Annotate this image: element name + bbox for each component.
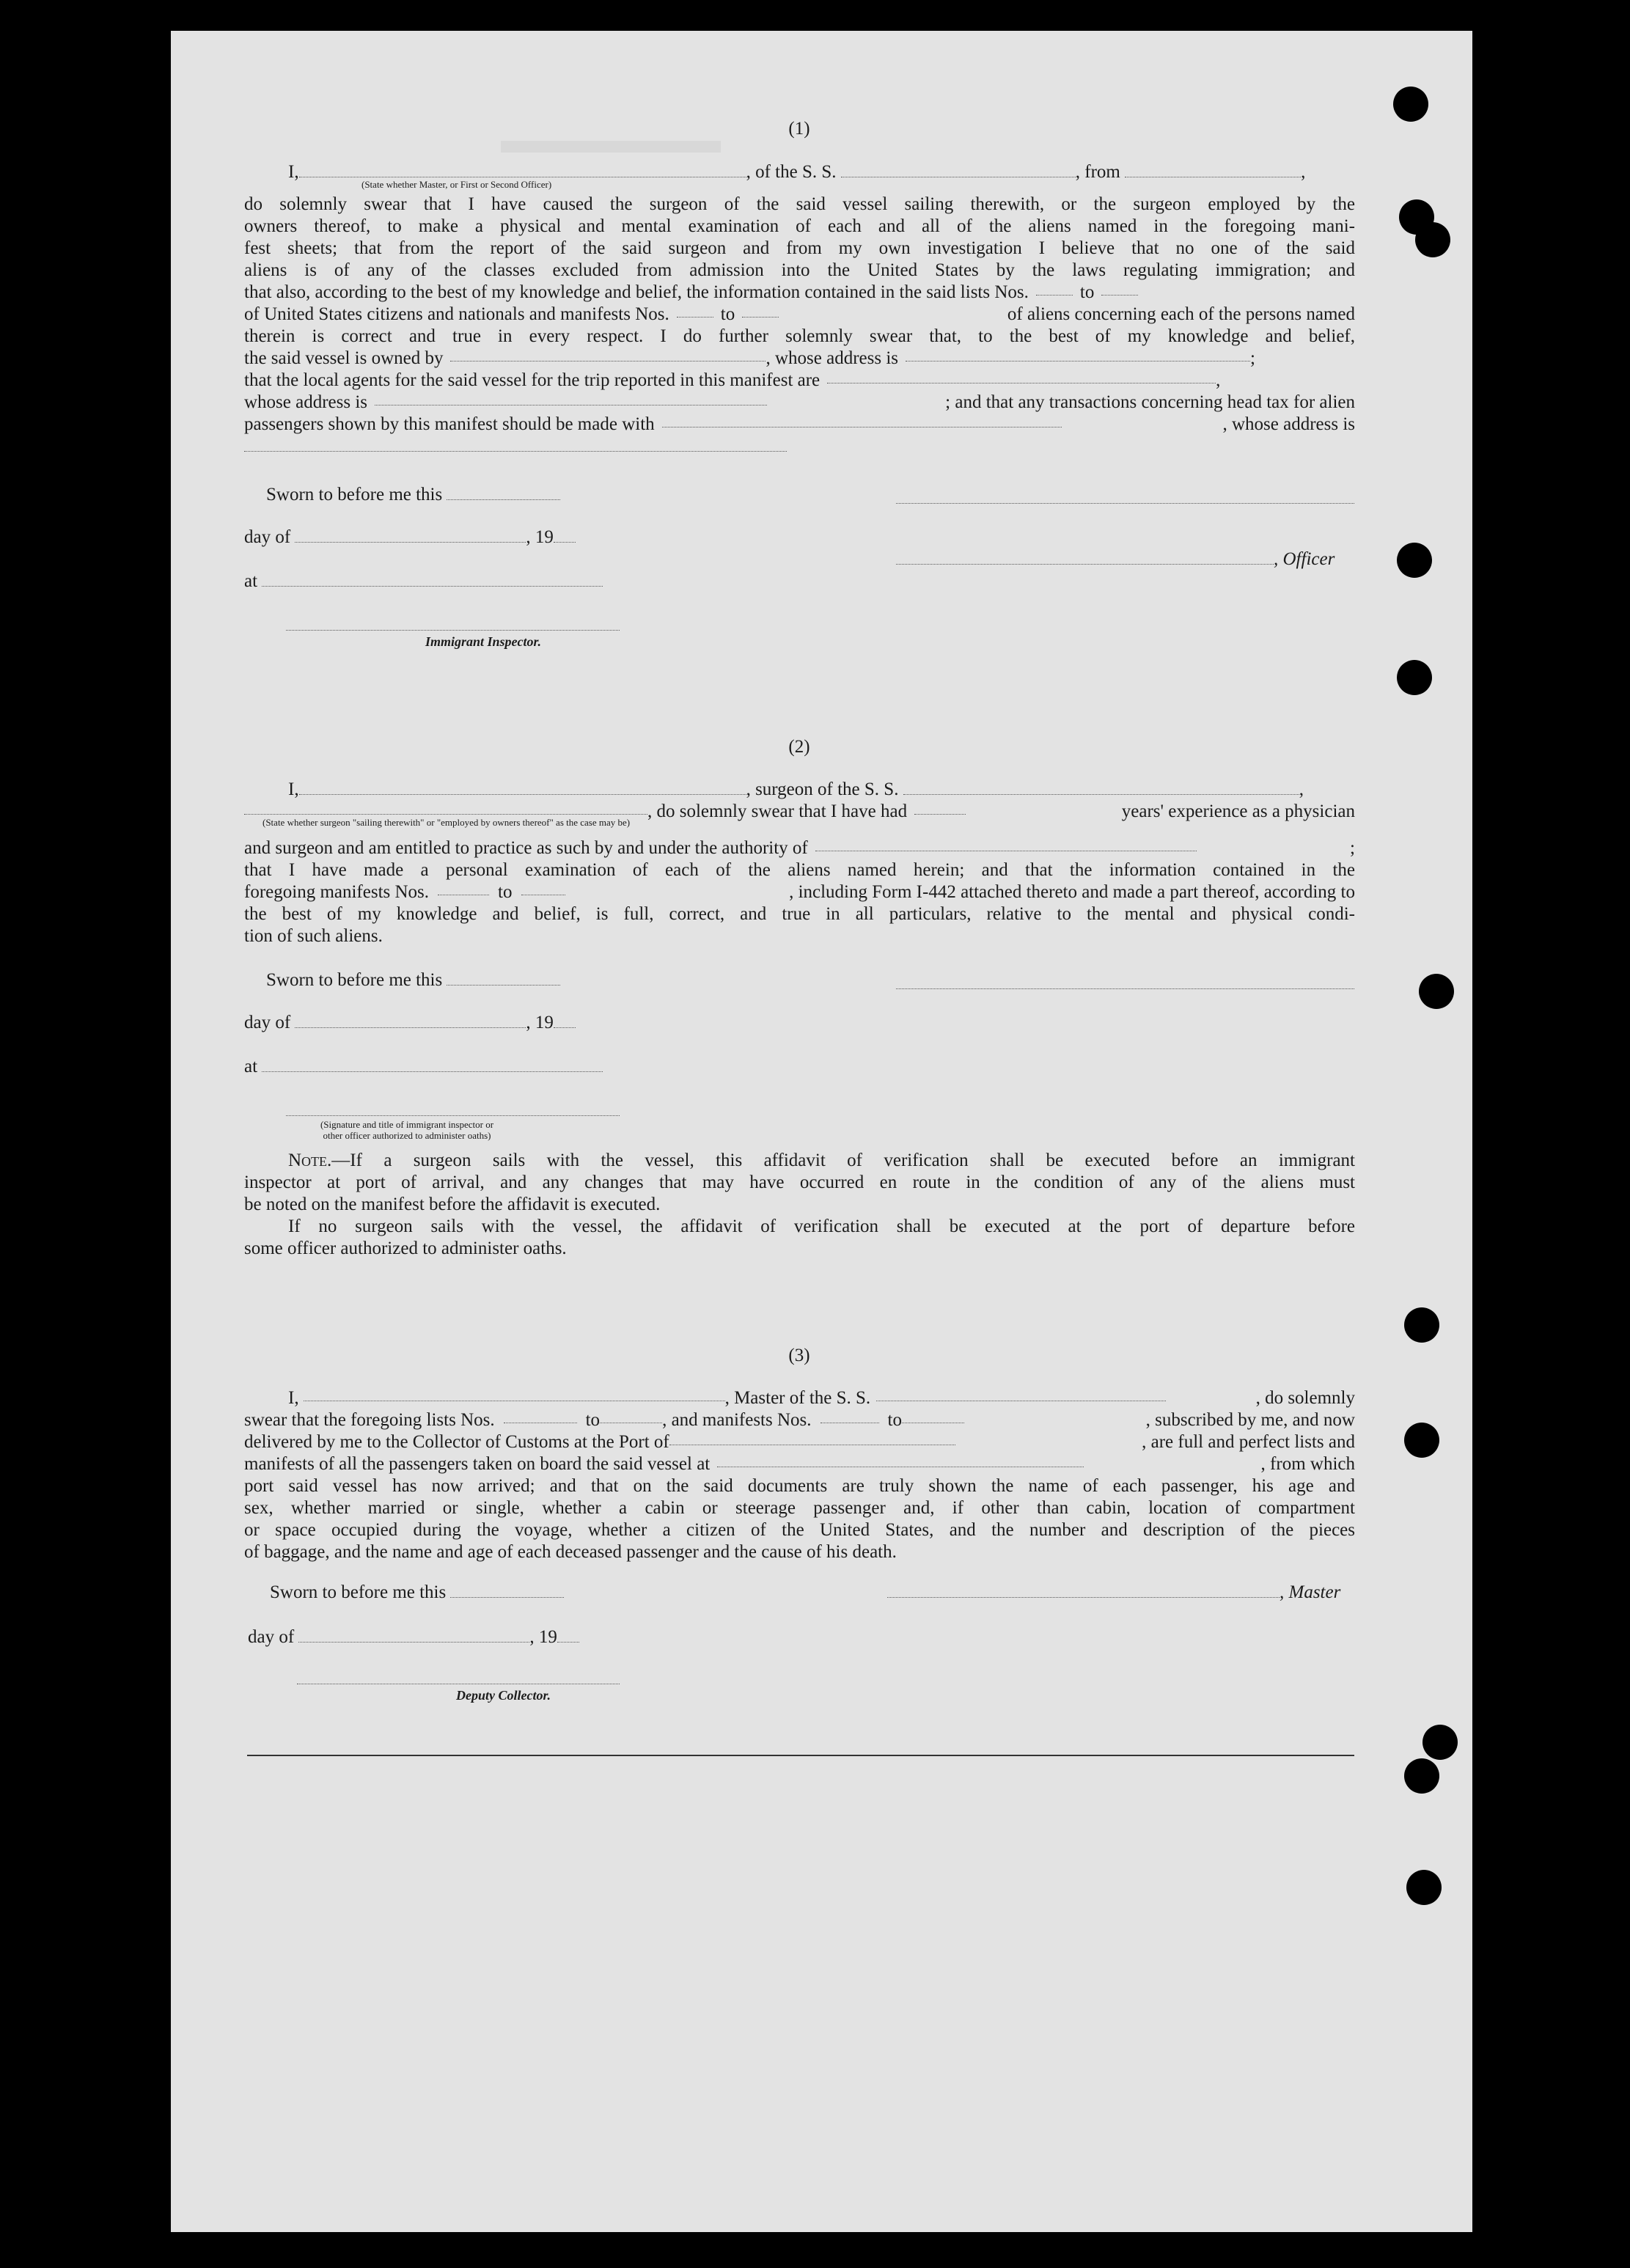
sworn-day-field-1[interactable]: [447, 486, 560, 500]
immigrant-inspector-caption: Immigrant Inspector.: [425, 634, 542, 649]
surgeon-status-field[interactable]: [244, 801, 647, 815]
at-label-2: at: [244, 1056, 603, 1078]
section-2-number: (2): [788, 737, 810, 757]
years-field[interactable]: [914, 801, 966, 815]
surgeon-caption: (State whether surgeon "sailing therewith" or "employed by owners thereof" as the case may be): [263, 817, 631, 828]
manifests-from-field[interactable]: [677, 304, 713, 318]
officer-rank-field[interactable]: [299, 164, 746, 177]
section-2-oath: I, , surgeon of the S. S. , , do solemnly swear that I have had years' experience as a physician (State whether surgeon "sailing therewith" or "employed by owners thereof" as the case may be) and surgeon and am entitled to practice as such by and under the authority of ; that I have made a personal examination of each of the aliens named herein; and that the information contained in the foregoing manifests Nos. to , including Form I-442 attached thereto and made a part thereof, according to the best of my knowledge and belief, is full, correct, and true in all particulars, relative to the mental and physical condi- tion of such aliens.: [244, 779, 1355, 946]
manifests-to-field[interactable]: [742, 304, 779, 318]
master-lists-to-field[interactable]: [600, 1409, 662, 1423]
head-tax-address-field[interactable]: [244, 438, 787, 452]
sworn-label-2: Sworn to before me this: [266, 969, 560, 991]
day-of-label-2: day of , 19: [244, 1012, 576, 1034]
lists-from-field[interactable]: [1036, 282, 1073, 296]
place-field-1[interactable]: [262, 573, 603, 587]
note-block: Note.—If a surgeon sails with the vessel, this affidavit of verification shall be executed before an immigrant inspector at port of arrival, and any changes that may have occurred en route in the condition of any of the aliens must be noted on the manifest before the affidavit is executed. If no surgeon sails with the vessel, the affidavit of verification shall be executed at the port of departure before some officer authorized to administer oaths.: [244, 1150, 1355, 1258]
master-vessel-field[interactable]: [876, 1387, 1166, 1401]
surgeon-vessel-field[interactable]: [903, 781, 1299, 795]
sworn-day-field-3[interactable]: [450, 1584, 564, 1598]
surgeon-manifests-to-field[interactable]: [521, 881, 565, 895]
section-3-number: (3): [788, 1346, 810, 1365]
local-agents-field[interactable]: [827, 370, 1216, 383]
master-manifests-from-field[interactable]: [820, 1409, 879, 1423]
section-1-oath: I, , of the S. S. , from , (State whether Master, or First or Second Officer) do solemnly swear that I have caused the surgeon of the said vessel sailing therewith, or the surgeon employed by the owners thereof, to make a physical and mental examination of each and all of the aliens named in the foregoing mani- fest sheets; that from the report of the said surgeon and from my own investigation I believe that no one of the said aliens is of any of the classes excluded from admission into the United States by the laws regulating immigration; and that also, according to the best of my knowledge and belief, the information contained in the said lists Nos. to of United States citizens and nationals and manifests Nos. to of aliens concerning each of the persons named therein is correct and true in every respect. I do further solemnly swear that, to the best of my knowledge and belief, the said vessel is owned by , whose address is ; that the local agents for the said vessel for the trip reported in this manifest are , whose address is ; and that any transactions concerning head tax for alien passengers shown by this manifest should be made with , whose address is: [244, 161, 1355, 458]
year-field-3[interactable]: [557, 1629, 579, 1643]
punch-hole: [1419, 974, 1454, 1009]
embark-port-field[interactable]: [717, 1453, 1084, 1467]
officer-authorized-signature-line[interactable]: [286, 1115, 620, 1116]
bottom-rule: [247, 1755, 1354, 1756]
vessel-name-field[interactable]: [841, 164, 1076, 177]
lists-to-field[interactable]: [1101, 282, 1138, 296]
month-field-3[interactable]: [298, 1629, 529, 1643]
section-3-oath: I, , Master of the S. S. , do solemnly swear that the foregoing lists Nos. to , and manifests Nos. to , subscribed by me, and now delivered by me to the Collector of Customs at the Port of , are full and perfect lists and manifests of all the passengers taken on board the said vessel at , from which port said vessel has now arrived; and that on the said documents are truly shown the name of each passenger, his age and sex, whether married or single, whether a cabin or steerage passenger and, if other than cabin, location of compartment or space occupied during the voyage, whether a citizen of the United States, and the number and description of the pieces of baggage, and the name and age of each deceased passenger and the cause of his death.: [244, 1388, 1355, 1562]
deputy-collector-caption: Deputy Collector.: [456, 1688, 551, 1703]
year-field-1[interactable]: [554, 529, 576, 543]
authority-field[interactable]: [815, 837, 1197, 851]
punch-hole: [1397, 660, 1432, 695]
place-field-2[interactable]: [262, 1058, 603, 1072]
punch-hole: [1397, 543, 1432, 578]
owner-address-field[interactable]: [906, 348, 1250, 362]
punch-hole: [1404, 1307, 1439, 1343]
officer-signature-field[interactable]: [896, 551, 1274, 565]
at-label-1: at: [244, 570, 603, 592]
port-field[interactable]: [669, 1431, 955, 1445]
month-field-2[interactable]: [295, 1014, 526, 1028]
signature-line-1a[interactable]: [896, 502, 1354, 504]
section-1-number: (1): [788, 119, 810, 139]
agents-address-field[interactable]: [375, 392, 767, 405]
punch-hole: [1404, 1423, 1439, 1458]
day-of-label-3: day of , 19: [248, 1626, 579, 1648]
master-signature-field[interactable]: [887, 1584, 1280, 1598]
signature-title-caption: (Signature and title of immigrant inspector or other officer authorized to administer oaths): [320, 1119, 494, 1141]
month-field-1[interactable]: [295, 529, 526, 543]
punch-hole: [1415, 222, 1450, 257]
sworn-label-3: Sworn to before me this: [270, 1582, 564, 1604]
head-tax-agent-field[interactable]: [662, 414, 1062, 427]
punch-hole: [1404, 1758, 1439, 1794]
master-name-field[interactable]: [304, 1387, 725, 1401]
year-field-2[interactable]: [554, 1014, 576, 1028]
punch-hole: [1393, 87, 1428, 122]
day-of-label-1: day of , 19: [244, 526, 576, 548]
rank-caption: (State whether Master, or First or Second Officer): [361, 179, 552, 190]
master-manifests-to-field[interactable]: [902, 1409, 964, 1423]
surgeon-manifests-from-field[interactable]: [438, 881, 489, 895]
sworn-label-1: Sworn to before me this: [266, 484, 560, 506]
punch-hole: [1406, 1870, 1442, 1905]
master-lists-from-field[interactable]: [504, 1409, 577, 1423]
from-port-field[interactable]: [1125, 164, 1301, 177]
punch-hole: [1422, 1725, 1458, 1760]
owner-field[interactable]: [450, 348, 766, 362]
officer-signature-row: , Officer: [896, 548, 1335, 570]
master-signature-row: , Master: [887, 1582, 1340, 1604]
surgeon-signature-line[interactable]: [896, 988, 1354, 989]
faded-header-fragment: [501, 141, 721, 153]
sworn-day-field-2[interactable]: [447, 972, 560, 986]
surgeon-name-field[interactable]: [299, 781, 746, 795]
